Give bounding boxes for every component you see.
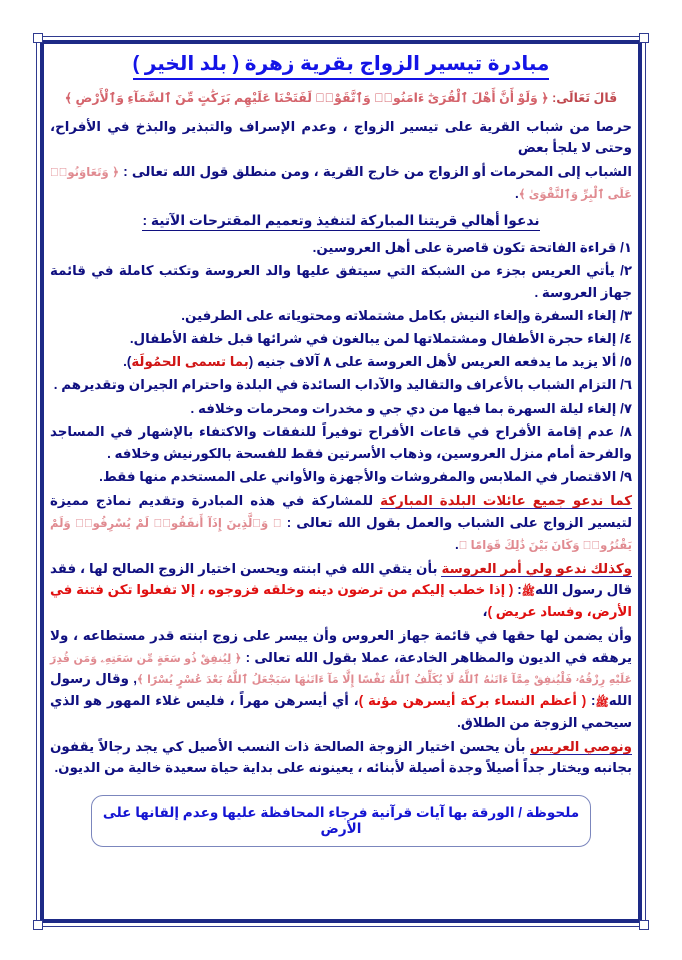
- intro-paragraph-2-text: الشباب إلى المحرمات أو الزواج من خارج القرية ، ومن منطلق قول الله تعالى :: [123, 164, 632, 180]
- corner-mark-top-left: [33, 33, 43, 43]
- list-item-text: إلغاء حجرة الأطفال ومشتملاتها لمن يبالغون في شرائها قبل خلفة الأطفال.: [129, 331, 617, 347]
- list-item: [50, 237, 632, 259]
- invite-guardian-verse: ﴿ لِيُنفِقْ ذُو سَعَةٍ مِّن سَعَتِهِۦ وَمَن قُدِرَ عَلَيْهِ رِزْقُهُۥ فَلْيُنفِقْ مِمَّآ ءَاتَىٰهُ ٱللَّهُ لَا يُكَلِّفُ ٱللَّهُ نَفْسًا إِلَّا مَآ ءَاتَىٰهَا سَيَجْعَلُ ٱللَّهُ بَعْدَ عُسْرٍ يُسْرًا ﴾: [50, 652, 633, 687]
- opening-verse-lead: قَالَ تَعَالَى:: [552, 91, 618, 105]
- list-item-number: ١/: [620, 239, 632, 255]
- intro-verse-2: ﴿ وَتَعَاوَنُوا۟ عَلَى ٱلْبِرِّ وَٱلتَّقْوَىٰ ﴾: [50, 166, 632, 201]
- list-item: [50, 260, 632, 303]
- advise-groom-rest: بأن يحسن اختيار الزوجة الصالحة ذات النسب الأصيل كي يجد رجالاً يقفون بجانبه ويختار جداً أصيلاً وجدة أصيلة لأبنائه ، يعينونه على بداية حياة سعيدة خالية من الديون.: [50, 738, 632, 776]
- footer-note-text: ملحوظة / الورقة بها آيات قرآنية فرجاء المحافظة عليها وعدم إلقانها على الأرض: [102, 805, 580, 837]
- list-item: [50, 374, 632, 396]
- invite-guardian-continuation-text: وأن يضمن لها حقها في قائمة جهاز العروس وأن ييسر على زوج ابنته قدر مستطاعه ، ولا يرهقه في الديون والمظاهر الخادعة، عملا بقول الله تعالى :: [50, 627, 632, 665]
- document-content: [50, 46, 632, 916]
- list-item-tail: ).: [123, 354, 132, 370]
- invite-guardian-colon: :: [517, 582, 522, 598]
- list-item-text: التزام الشباب بالأعراف والتقاليد والآداب السائدة في البلدة واحترام الجيران وتقديرهم .: [53, 377, 617, 393]
- list-item-text: عدم إقامة الأفراح في قاعات الأفراح توفيراً للنفقات والاكتفاء بالإشهار في المساجد والفرحة أمام منزل العروسين، وذهاب الأسرتين فقط للفسحة بالكورنيش وخلافه .: [50, 423, 632, 461]
- hadith-text-1: ( إذا خطب إليكم من ترضون دينه وخلقه فزوجوه ، إلا تفعلوا تكن فتنة في الأرض، وفساد عريض ): [50, 582, 632, 620]
- invite-guardian-closing: أي أيسرهن مهراً ، فليس غلاء المهور هو الذي سيحمي الزوجة من الطلاق.: [50, 693, 632, 731]
- list-item-text: قراءة الفاتحة تكون قاصرة على أهل العروسين.: [312, 239, 617, 255]
- list-item-number: ٩/: [620, 468, 632, 484]
- hadith-comma-2: ،: [353, 693, 359, 709]
- opening-verse-line: [50, 89, 632, 108]
- invite-families-verse: ﴿ وَٱلَّذِينَ إِذَآ أَنفَقُوا۟ لَمْ يُسْرِفُوا۟ وَلَمْ يَقْتُرُوا۟ وَكَانَ بَيْنَ ذَٰلِكَ قَوَامًا ﴾: [50, 517, 632, 552]
- list-item-text: إلغاء ليلة السهرة بما فيها من دي جي و مخدرات ومحرمات وخلافه .: [190, 400, 617, 416]
- said-colon: :: [591, 693, 596, 709]
- proposals-list: [50, 237, 632, 488]
- invite-guardian-continuation: [50, 625, 632, 734]
- list-item-text: ألا يزيد ما يدفعه العريس لأهل العروسة على ٨ آلاف جنيه (: [248, 354, 617, 370]
- list-item: [50, 466, 632, 488]
- intro-paragraph-2: [50, 161, 632, 205]
- pbuh-icon: ﷺ: [521, 586, 535, 599]
- invite-families-lead: كما ندعو جميع عائلات البلدة المباركة: [380, 493, 632, 509]
- page-title: [50, 52, 632, 80]
- list-item-text: الاقتصار في الملابس والمفروشات والأجهزة والأواني على المستخدم منها فقط.: [99, 468, 617, 484]
- footer-note-box: [91, 795, 592, 847]
- invite-guardian-paragraph: [50, 558, 632, 623]
- list-item-number: ٢/: [620, 262, 632, 278]
- page-title-text: مبادرة تيسير الزواج بقرية زهرة ( بلد الخير ): [133, 52, 550, 80]
- hadith-text-2: ( أعظم النساء بركة أيسرهن مؤنة ): [358, 693, 587, 709]
- corner-mark-bottom-right: [639, 920, 649, 930]
- list-item-number: ٧/: [620, 400, 632, 416]
- corner-mark-top-right: [639, 33, 649, 43]
- list-item-number: ٥/: [620, 354, 632, 370]
- list-item-number: ٤/: [620, 331, 632, 347]
- list-item-number: ٨/: [620, 423, 632, 439]
- list-item: [50, 328, 632, 350]
- pbuh-icon: ﷺ: [595, 697, 609, 710]
- list-item-number: ٦/: [620, 377, 632, 393]
- list-item: [50, 421, 632, 464]
- list-item: [50, 305, 632, 327]
- said-lead: , وقال رسول الله: [50, 671, 632, 709]
- list-item-number: ٣/: [620, 307, 632, 323]
- opening-verse-text: ﴿ وَلَوْ أَنَّ أَهْلَ ٱلْقُرَىٰٓ ءَامَنُوا۟ وَٱتَّقَوْا۟ لَفَتَحْنَا عَلَيْهِم بَرَكَٰتٍ مِّنَ ٱلسَّمَآءِ وَٱلْأَرْضِ ﴾: [64, 91, 549, 105]
- list-item: [50, 351, 632, 373]
- invite-guardian-rest: بأن يتقي الله في ابنته ويحسن اختيار الزوج الصالح لها ، فقد قال رسول الله: [50, 560, 633, 598]
- intro-paragraph-2-end: .: [515, 185, 519, 201]
- invite-families-rest: للمشاركة في هذه المبادرة وتقديم نماذج مميزة لتيسير الزواج على الشباب والعمل بقول الله تعالى :: [50, 493, 632, 531]
- advise-groom-lead: ونوصي العريس: [529, 738, 632, 754]
- list-item-text: إلغاء السفرة وإلغاء النيش بكامل مشتملاته ومحتوياته على الطرفين.: [181, 307, 617, 323]
- intro-paragraph-1: حرصا من شباب القرية على تيسير الزواج ، وعدم الإسراف والتبذير والبذخ في الأفراح، وحتى لا يلجأ بعض: [50, 118, 632, 156]
- hadith-comma-1: ،: [482, 604, 488, 620]
- invite-guardian-lead: وكذلك ندعو ولي أمر العروسة: [441, 560, 632, 576]
- list-item-text: يأتي العريس بجزء من الشبكة التي سيتفق عليها والد العروسة وتكتب كاملة في قائمة جهاز العروسة .: [50, 262, 632, 300]
- proposals-heading-text: ندعوا أهالي قريتنا المباركة لتنفيذ وتعميم المقترحات الآتية :: [142, 213, 539, 231]
- proposals-heading: [50, 213, 632, 231]
- list-item-emphasis: بما تسمى الحمُولَة: [131, 354, 249, 370]
- list-item: [50, 398, 632, 420]
- corner-mark-bottom-left: [33, 920, 43, 930]
- invite-families-paragraph: [50, 490, 632, 555]
- invite-families-tail: .: [455, 536, 459, 552]
- advise-groom-paragraph: [50, 736, 632, 779]
